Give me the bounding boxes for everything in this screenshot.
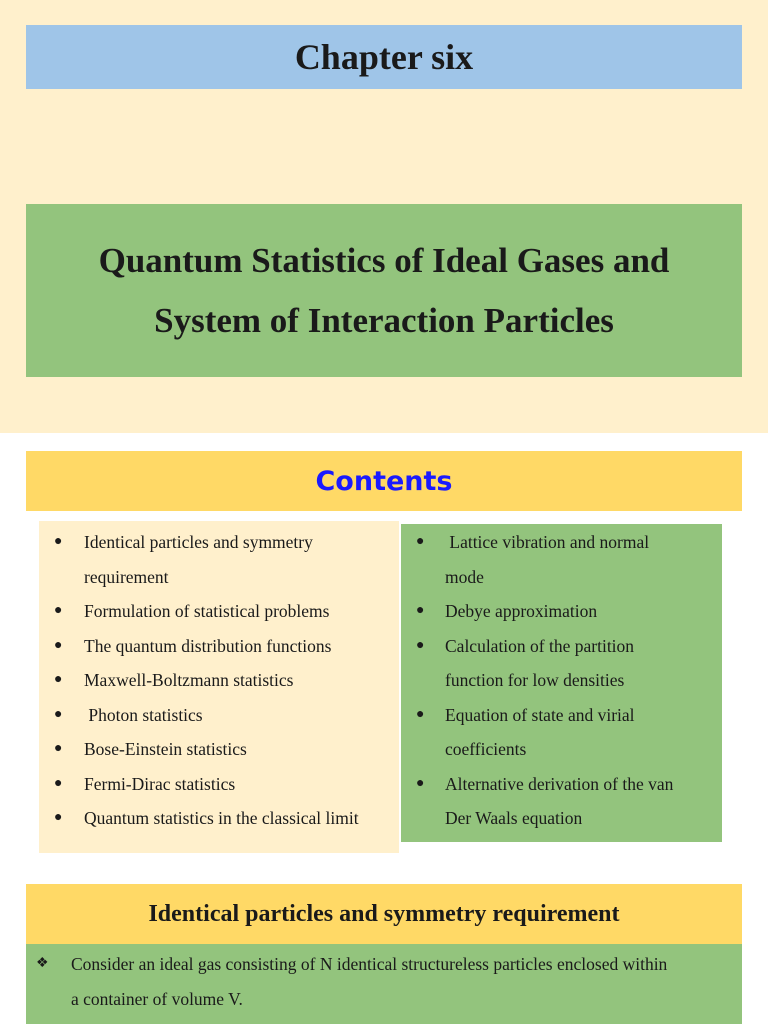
bullet-icon: ● xyxy=(54,603,63,618)
contents-item-line: Fermi-Dirac statistics xyxy=(84,773,236,794)
contents-item xyxy=(401,594,722,629)
chapter-title-line-1: Quantum Statistics of Ideal Gases and xyxy=(98,240,670,280)
contents-item-line: Formulation of statistical problems xyxy=(84,601,330,621)
bullet-icon: ● xyxy=(416,534,425,549)
contents-item xyxy=(39,732,399,767)
contents-item xyxy=(39,698,399,733)
contents-item-line: Maxwell-Boltzmann statistics xyxy=(84,670,294,690)
contents-item-line: mode xyxy=(445,566,484,587)
contents-item xyxy=(401,629,722,698)
chapter-title-box xyxy=(26,204,742,377)
contents-item-line: Der Waals equation xyxy=(445,808,583,828)
contents-item xyxy=(401,525,722,594)
contents-item-line: Debye approximation xyxy=(445,601,598,621)
contents-item-line: requirement xyxy=(84,566,169,587)
contents-item-line: Calculation of the partition xyxy=(445,635,635,656)
section-heading xyxy=(26,884,742,944)
contents-item-line: Lattice vibration and normal xyxy=(445,532,650,552)
paragraph-line: a container of volume V. xyxy=(71,988,243,1009)
contents-item-line: Photon statistics xyxy=(84,704,203,725)
contents-item xyxy=(401,767,722,836)
contents-slide xyxy=(0,433,768,1024)
diamond-bullet-icon: ❖ xyxy=(36,956,49,971)
bullet-icon: ● xyxy=(416,775,425,791)
title-slide xyxy=(0,0,768,433)
contents-label: Contents xyxy=(315,465,453,497)
contents-item xyxy=(39,767,399,802)
contents-item xyxy=(39,594,399,629)
contents-item-line: Alternative derivation of the van xyxy=(445,773,674,794)
contents-right-column xyxy=(401,524,722,842)
paragraph-line: Consider an ideal gas consisting of N identical structureless particles enclosed within xyxy=(71,954,668,974)
bullet-icon: ● xyxy=(54,534,63,549)
bullet-icon: ● xyxy=(416,603,425,618)
chapter-title-line-2: System of Interaction Particles xyxy=(154,300,614,340)
bullet-icon: ● xyxy=(54,741,63,756)
contents-item xyxy=(39,629,399,664)
contents-left-column xyxy=(39,521,399,853)
bullet-icon: ● xyxy=(416,706,425,722)
contents-item xyxy=(39,801,399,836)
section-paragraph xyxy=(71,947,739,1016)
contents-item-line: The quantum distribution functions xyxy=(84,635,332,656)
contents-item xyxy=(39,525,399,594)
contents-item-line: function for low densities xyxy=(445,670,625,690)
contents-item xyxy=(401,698,722,767)
bullet-icon: ● xyxy=(416,637,425,653)
contents-item xyxy=(39,663,399,698)
section-body xyxy=(26,944,742,1024)
bullet-icon: ● xyxy=(54,706,63,722)
bullet-icon: ● xyxy=(54,637,63,653)
contents-item-line: Bose-Einstein statistics xyxy=(84,739,247,759)
bullet-icon: ● xyxy=(54,775,63,791)
bullet-icon: ● xyxy=(54,672,63,687)
contents-item-line: Quantum statistics in the classical limit xyxy=(84,808,359,828)
section-heading-label: Identical particles and symmetry requirement xyxy=(148,900,620,927)
chapter-heading xyxy=(26,25,742,89)
contents-item-line: Equation of state and virial xyxy=(445,704,635,725)
bullet-icon: ● xyxy=(54,810,63,825)
contents-item-line: coefficients xyxy=(445,739,527,759)
chapter-label: Chapter six xyxy=(294,37,474,77)
contents-heading xyxy=(26,451,742,511)
contents-item-line: Identical particles and symmetry xyxy=(84,532,313,552)
